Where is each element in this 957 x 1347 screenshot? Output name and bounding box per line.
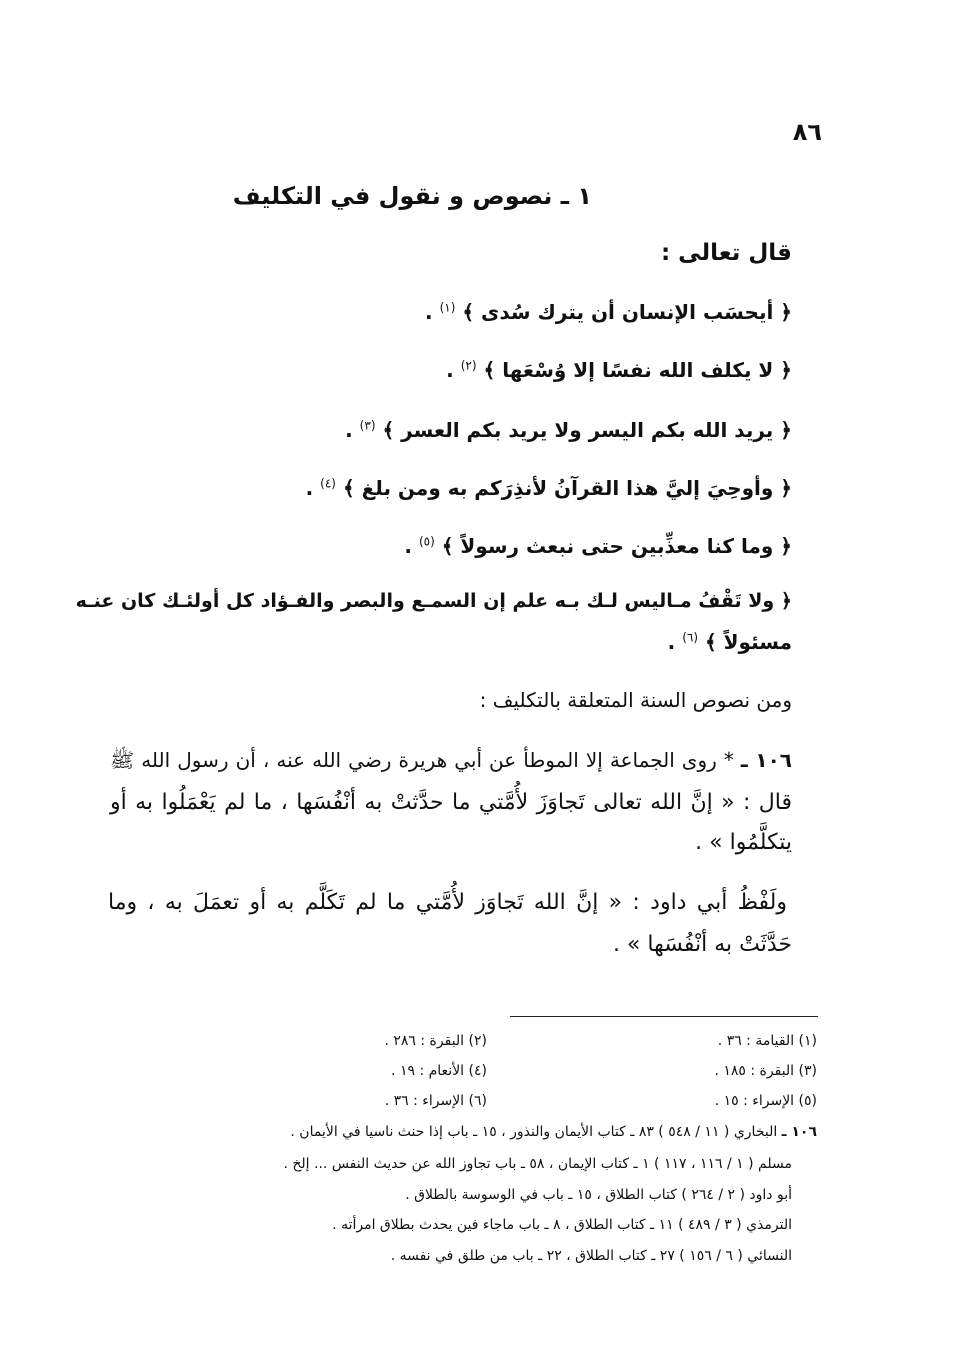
footnote-2: (٢) البقرة : ٢٨٦ . [384, 1033, 487, 1049]
footnote-ref: (٢) [460, 358, 477, 373]
footnote-hadith-tirmidhi: الترمذي ( ٣ / ٤٨٩ ) ١١ ـ كتاب الطلاق ، ٨ ـ باب ماجاء فين يحدث بطلاق امرأته . [332, 1217, 792, 1233]
verse-end: . [425, 300, 440, 324]
verse-text: ﴿ وأوحِيَ إليَّ هذا القرآنُ لأنذِرَكم به ومن بلغ ﴾ [342, 476, 792, 500]
footnote-hadith-number: ١٠٦ ـ [781, 1124, 817, 1140]
footnote-hadith-bukhari [290, 1124, 817, 1140]
footnote-5: (٥) الإسراء : ١٥ . [714, 1093, 817, 1109]
footnote-hadith-muslim: مسلم ( ١ / ١١٦ ، ١١٧ ) ١ ـ كتاب الإيمان ، ٥٨ ـ باب تجاوز الله عن حديث النفس ... إلخ . [283, 1156, 792, 1172]
hadith-line-3: يتكلَّمُوا » . [695, 830, 792, 855]
sunnah-intro: ومن نصوص السنة المتعلقة بالتكليف : [479, 688, 792, 712]
page-number: ٨٦ [792, 118, 822, 146]
verse-end: . [404, 534, 419, 558]
footnote-ref: (١) [439, 300, 456, 315]
footnote-1: (١) القيامة : ٣٦ . [717, 1033, 817, 1049]
footnote-4: (٤) الأنعام : ١٩ . [391, 1063, 487, 1079]
section-title: ١ ـ نصوص و نقول في التكليف [232, 182, 592, 210]
hadith-number: ١٠٦ ـ [740, 748, 793, 772]
footnote-ref: (٣) [359, 418, 376, 433]
verse-text: مسئولاً ﴾ [704, 630, 792, 654]
footnote-ref: (٥) [418, 534, 435, 549]
verse-end: . [667, 630, 683, 654]
footnote-ref: (٤) [320, 476, 336, 491]
footnote-3: (٣) البقرة : ١٨٥ . [714, 1063, 817, 1079]
verse-text: ﴿ وما كنا معذِّبين حتى نبعث رسولاً ﴾ [441, 534, 792, 558]
verse-5 [404, 534, 792, 558]
hadith-line-2: قال : « إنَّ الله تعالى تَجاوَزَ لأُمَّتي ما حدَّثتْ به أنْفُسَها ، ما لم يَعْمَلُوا به أو [110, 790, 792, 815]
footnote-ref: (٦) [682, 630, 699, 645]
verse-end: . [305, 476, 321, 500]
verse-3 [345, 418, 792, 442]
footnote-divider [510, 1016, 818, 1017]
verse-end: . [345, 418, 360, 442]
verse-text: ﴿ يريد الله بكم اليسر ولا يريد بكم العسر ﴾ [382, 418, 792, 442]
footnote-text: البخاري ( ١١ / ٥٤٨ ) ٨٣ ـ كتاب الأيمان والنذور ، ١٥ ـ باب إذا حنث ناسيا في الأيمان . [290, 1124, 778, 1140]
verse-6-line-1: ﴿ ولا تَقْفُ مـاليس لـك بـه علم إن السمـع والبصر والفـؤاد كل أولئـك كان عنـه [75, 590, 792, 612]
abu-dawud-line-1: ولَفْظُ أبي داود : « إنَّ الله تَجاوَز لأُمَّتي ما لم تَكَلَّم به أو تعمَلَ به ، وما [108, 890, 787, 915]
verse-2 [446, 358, 792, 382]
footnote-hadith-abu-dawud: أبو داود ( ٢ / ٢٦٤ ) كتاب الطلاق ، ١٥ ـ باب في الوسوسة بالطلاق . [405, 1187, 792, 1203]
verse-6-line-2 [668, 630, 792, 654]
verse-text: ﴿ أيحسَب الإنسان أن يترك سُدى ﴾ [462, 300, 792, 324]
hadith-line-1 [110, 748, 792, 777]
verses-intro: قال تعالى : [660, 240, 792, 266]
hadith-text: * روى الجماعة إلا الموطأ عن أبي هريرة رضي الله عنه ، أن رسول الله ﷺ [110, 748, 734, 772]
footnote-6: (٦) الإسراء : ٣٦ . [384, 1093, 487, 1109]
verse-end: . [446, 358, 461, 382]
verse-4 [306, 476, 792, 500]
footnote-hadith-nasai: النسائي ( ٦ / ١٥٦ ) ٢٧ ـ كتاب الطلاق ، ٢٢ ـ باب من طلق في نفسه . [390, 1248, 792, 1264]
verse-text: ﴿ لا يكلف الله نفسًا إلا وُسْعَها ﴾ [483, 358, 792, 382]
verse-1 [425, 300, 792, 324]
abu-dawud-line-2: حَدَّثَتْ به أنْفُسَها » . [612, 932, 792, 957]
